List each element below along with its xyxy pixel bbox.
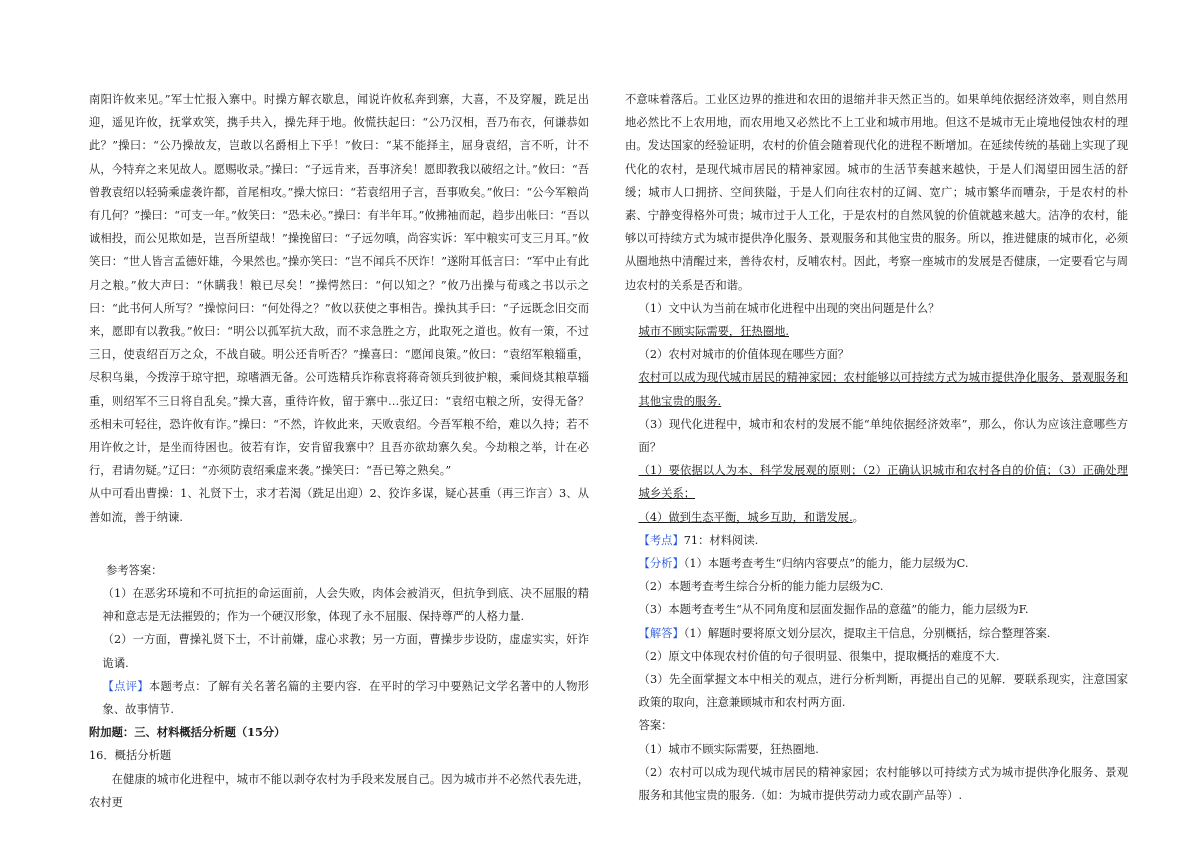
answer-3-line-1	[625, 459, 1128, 505]
section-heading: 附加题：三、材料概括分析题（15分）	[89, 725, 286, 740]
question-16-passage-start: 在健康的城市化进程中，城市不能以剥夺农村为手段来发展自己。因为城市并不必然代表先进，农村更	[89, 772, 589, 809]
sub-question-2: （2）农村对城市的价值体现在哪些方面？	[638, 348, 850, 362]
answer-3-underlined-1: （1）要依据以人为本、科学发展观的原则；（2）正确认识城市和农村各自的价值；（3）正确处理城乡关系；	[638, 464, 1128, 501]
analysis-2: （2）本题考查考生综合分析的能力能力层级为C.	[638, 580, 884, 594]
solution-tag: 【解答】	[638, 626, 684, 640]
kaodian-tag: 【考点】	[638, 533, 684, 547]
right-column	[625, 88, 1128, 807]
analysis-1: （1）本题考查考生“归纳内容要点”的能力，能力层级为C.	[683, 557, 969, 571]
question-16-number: 16．概括分析题	[89, 749, 172, 763]
kaodian-block	[625, 529, 1128, 552]
analysis-tag: 【分析】	[638, 557, 684, 571]
solution-3: （3）先全面掌握文本中相关的观点，进行分析判断，再提出自己的见解．要联系现实，注意国家政策的取向，注意兼顾城市和农村两方面.	[638, 673, 1128, 710]
answer-1-fill	[625, 320, 1128, 343]
kaodian-text: 71：材料阅读.	[683, 533, 759, 547]
comment-tag: 【点评】	[102, 679, 149, 693]
answer-3-underlined-2: （4）做到生态平衡，城乡互助，和谐发展.	[638, 510, 853, 524]
comment-text: 本题考点：了解有关名著名篇的主要内容．在平时的学习中要熟记文学名著中的人物形象、故事情节.	[102, 679, 589, 717]
conclusion-text: 从中可看出曹操：1、礼贤下士，求才若渴（跣足出迎）2、狡诈多谋，疑心甚重（再三诈言）3、从善如流，善于纳谏.	[89, 487, 589, 524]
reference-answer-2: （2）一方面，曹操礼贤下士，不计前嫌，虚心求教；另一方面，曹操步步设防，虚虚实实，奸诈诡谲.	[102, 633, 589, 670]
spacer	[89, 529, 589, 559]
sub-question-1: （1）文中认为当前在城市化进程中出现的突出问题是什么？	[638, 301, 940, 315]
answer-title: 答案：	[638, 719, 673, 733]
solution-block	[625, 622, 1128, 645]
reference-answer-title: 参考答案：	[105, 563, 163, 577]
final-answer-1: （1）城市不顾实际需要，狂热圈地.	[638, 742, 819, 756]
solution-2: （2）原文中体现农村价值的句子很明显、很集中，提取概括的难度不大.	[638, 649, 1000, 663]
story-passage: 南阳许攸来见。”军士忙报入寨中。时操方解衣歇息，闻说许攸私奔到寨，大喜，不及穿履，跣足出迎，遥见许攸，抚掌欢笑，携手共入，操先拜于地。攸慌扶起曰：“公乃汉相，吾乃布衣，何谦恭如此？”操曰：“公乃操故友，岂敢以名爵相上下乎！”攸曰：“某不能择主，屈身袁绍，言不听，计不从，今特弃之来见故人。愿赐收录。”操曰：“子远肯来，吾事济矣！愿即教我以破绍之计。”攸曰：“吾曾教袁绍以轻骑乘虚袭许都，首尾相攻。”操大惊曰：“若袁绍用子言，吾事败矣。”攸曰：“公今军粮尚有几何？”操曰：“可支一年。”攸笑曰：“恐未必。”操曰：有半年耳。”攸拂袖而起，趋步出帐曰：“吾以诚相投，而公见欺如是，岂吾所望哉！”操挽留曰：“子远勿嗔，尚容实诉：军中粮实可支三月耳。”攸笑曰：“世人皆言孟德奸雄，今果然也。”操亦笑曰：“岂不闻兵不厌诈！”遂附耳低言曰：“军中止有此月之粮。”攸大声曰：“休瞒我！粮已尽矣！”操愕然曰：“何以知之？”攸乃出操与荀彧之书以示之曰：“此书何人所写？”操惊问曰：“何处得之？”攸以获使之事相告。操执其手曰：“子远既念旧交而来，愿即有以教我。”攸曰：“明公以孤军抗大敌，而不求急胜之方，此取死之道也。攸有一策，不过三日，使袁绍百万之众，不战自破。明公还肯听否？”操喜曰：“愿闻良策。”攸曰：“袁绍军粮辎重，尽积乌巢，今拨淳于琼守把，琼嗜酒无备。公可选精兵诈称袁将蒋奇领兵到彼护粮，乘间烧其粮草辎重，则绍军不三日将自乱矣。”操大喜，重待许攸，留于寨中…张辽曰：“袁绍屯粮之所，安得无备？丞相未可轻往，恐许攸有诈。”操曰：“不然，许攸此来，天败袁绍。今吾军粮不给，难以久持；若不用许攸之计，是坐而待困也。彼若有诈，安肯留我寨中？且吾亦欲劫寨久矣。今劫粮之举，计在必行，君请勿疑。”辽曰：“亦须防袁绍乘虚来袭。”操笑曰：“吾已筹之熟矣。”	[89, 93, 589, 478]
solution-1: （1）解题时要将原文划分层次，提取主干信息，分别概括，综合整理答案.	[683, 626, 1051, 640]
answer-1-underlined: 城市不顾实际需要，狂热圈地.	[638, 325, 789, 339]
analysis-3: （3）本题考查考生“从不同角度和层面发掘作品的意蕴”的能力，能力层级为F.	[638, 603, 1029, 617]
answer-3-tail: 。	[852, 510, 864, 524]
analysis-block	[625, 552, 1128, 575]
sub-question-3: （3）现代化进程中，城市和农村的发展不能“单纯依据经济效率”，那么，你认为应该注意哪些方面？	[638, 417, 1128, 455]
comment-block	[89, 675, 589, 721]
answer-2-underlined: 农村可以成为现代城市居民的精神家园；农村能够以可持续方式为城市提供净化服务、景观服务和其他宝贵的服务.	[638, 371, 1128, 408]
left-column	[89, 88, 589, 814]
final-answer-2: （2）农村可以成为现代城市居民的精神家园；农村能够以可持续方式为城市提供净化服务、景观服务和其他宝贵的服务.（如：为城市提供劳动力或农副产品等）.	[638, 765, 1128, 803]
answer-3-line-2	[625, 506, 1128, 529]
answer-2-fill	[625, 366, 1128, 412]
question-16-passage-continued: 不意味着落后。工业区边界的推进和农田的退缩并非天然正当的。如果单纯依据经济效率，则自然用地必然比不上农用地，而农用地又必然比不上工业和城市用地。但这不是城市无止境地侵蚀农村的理由。发达国家的经验证明，农村的价值会随着现代化的进程不断增加。在延续传统的基础上实现了现代化的农村，是现代城市居民的精神家园。城市的生活节奏越来越快，于是人们渴望田园生活的舒缓；城市人口拥挤、空间狭隘，于是人们向往农村的辽阔、宽广；城市繁华而嘈杂，于是农村的朴素、宁静变得格外可贵；城市过于人工化，于是农村的自然风貌的价值就越来越大。洁净的农村，能够以可持续方式为城市提供净化服务、景观服务和其他宝贵的服务。所以，推进健康的城市化，必须从圈地热中清醒过来，善待农村，反哺农村。因此，考察一座城市的发展是否健康，一定要看它与周边农村的关系是否和谐。	[625, 93, 1128, 292]
reference-answer-1: （1）在恶劣环境和不可抗拒的命运面前，人会失败，肉体会被消灭，但抗争到底、决不屈服的精神和意志是无法摧毁的；作为一个硬汉形象，体现了永不屈服、保持尊严的人格力量.	[102, 587, 589, 624]
